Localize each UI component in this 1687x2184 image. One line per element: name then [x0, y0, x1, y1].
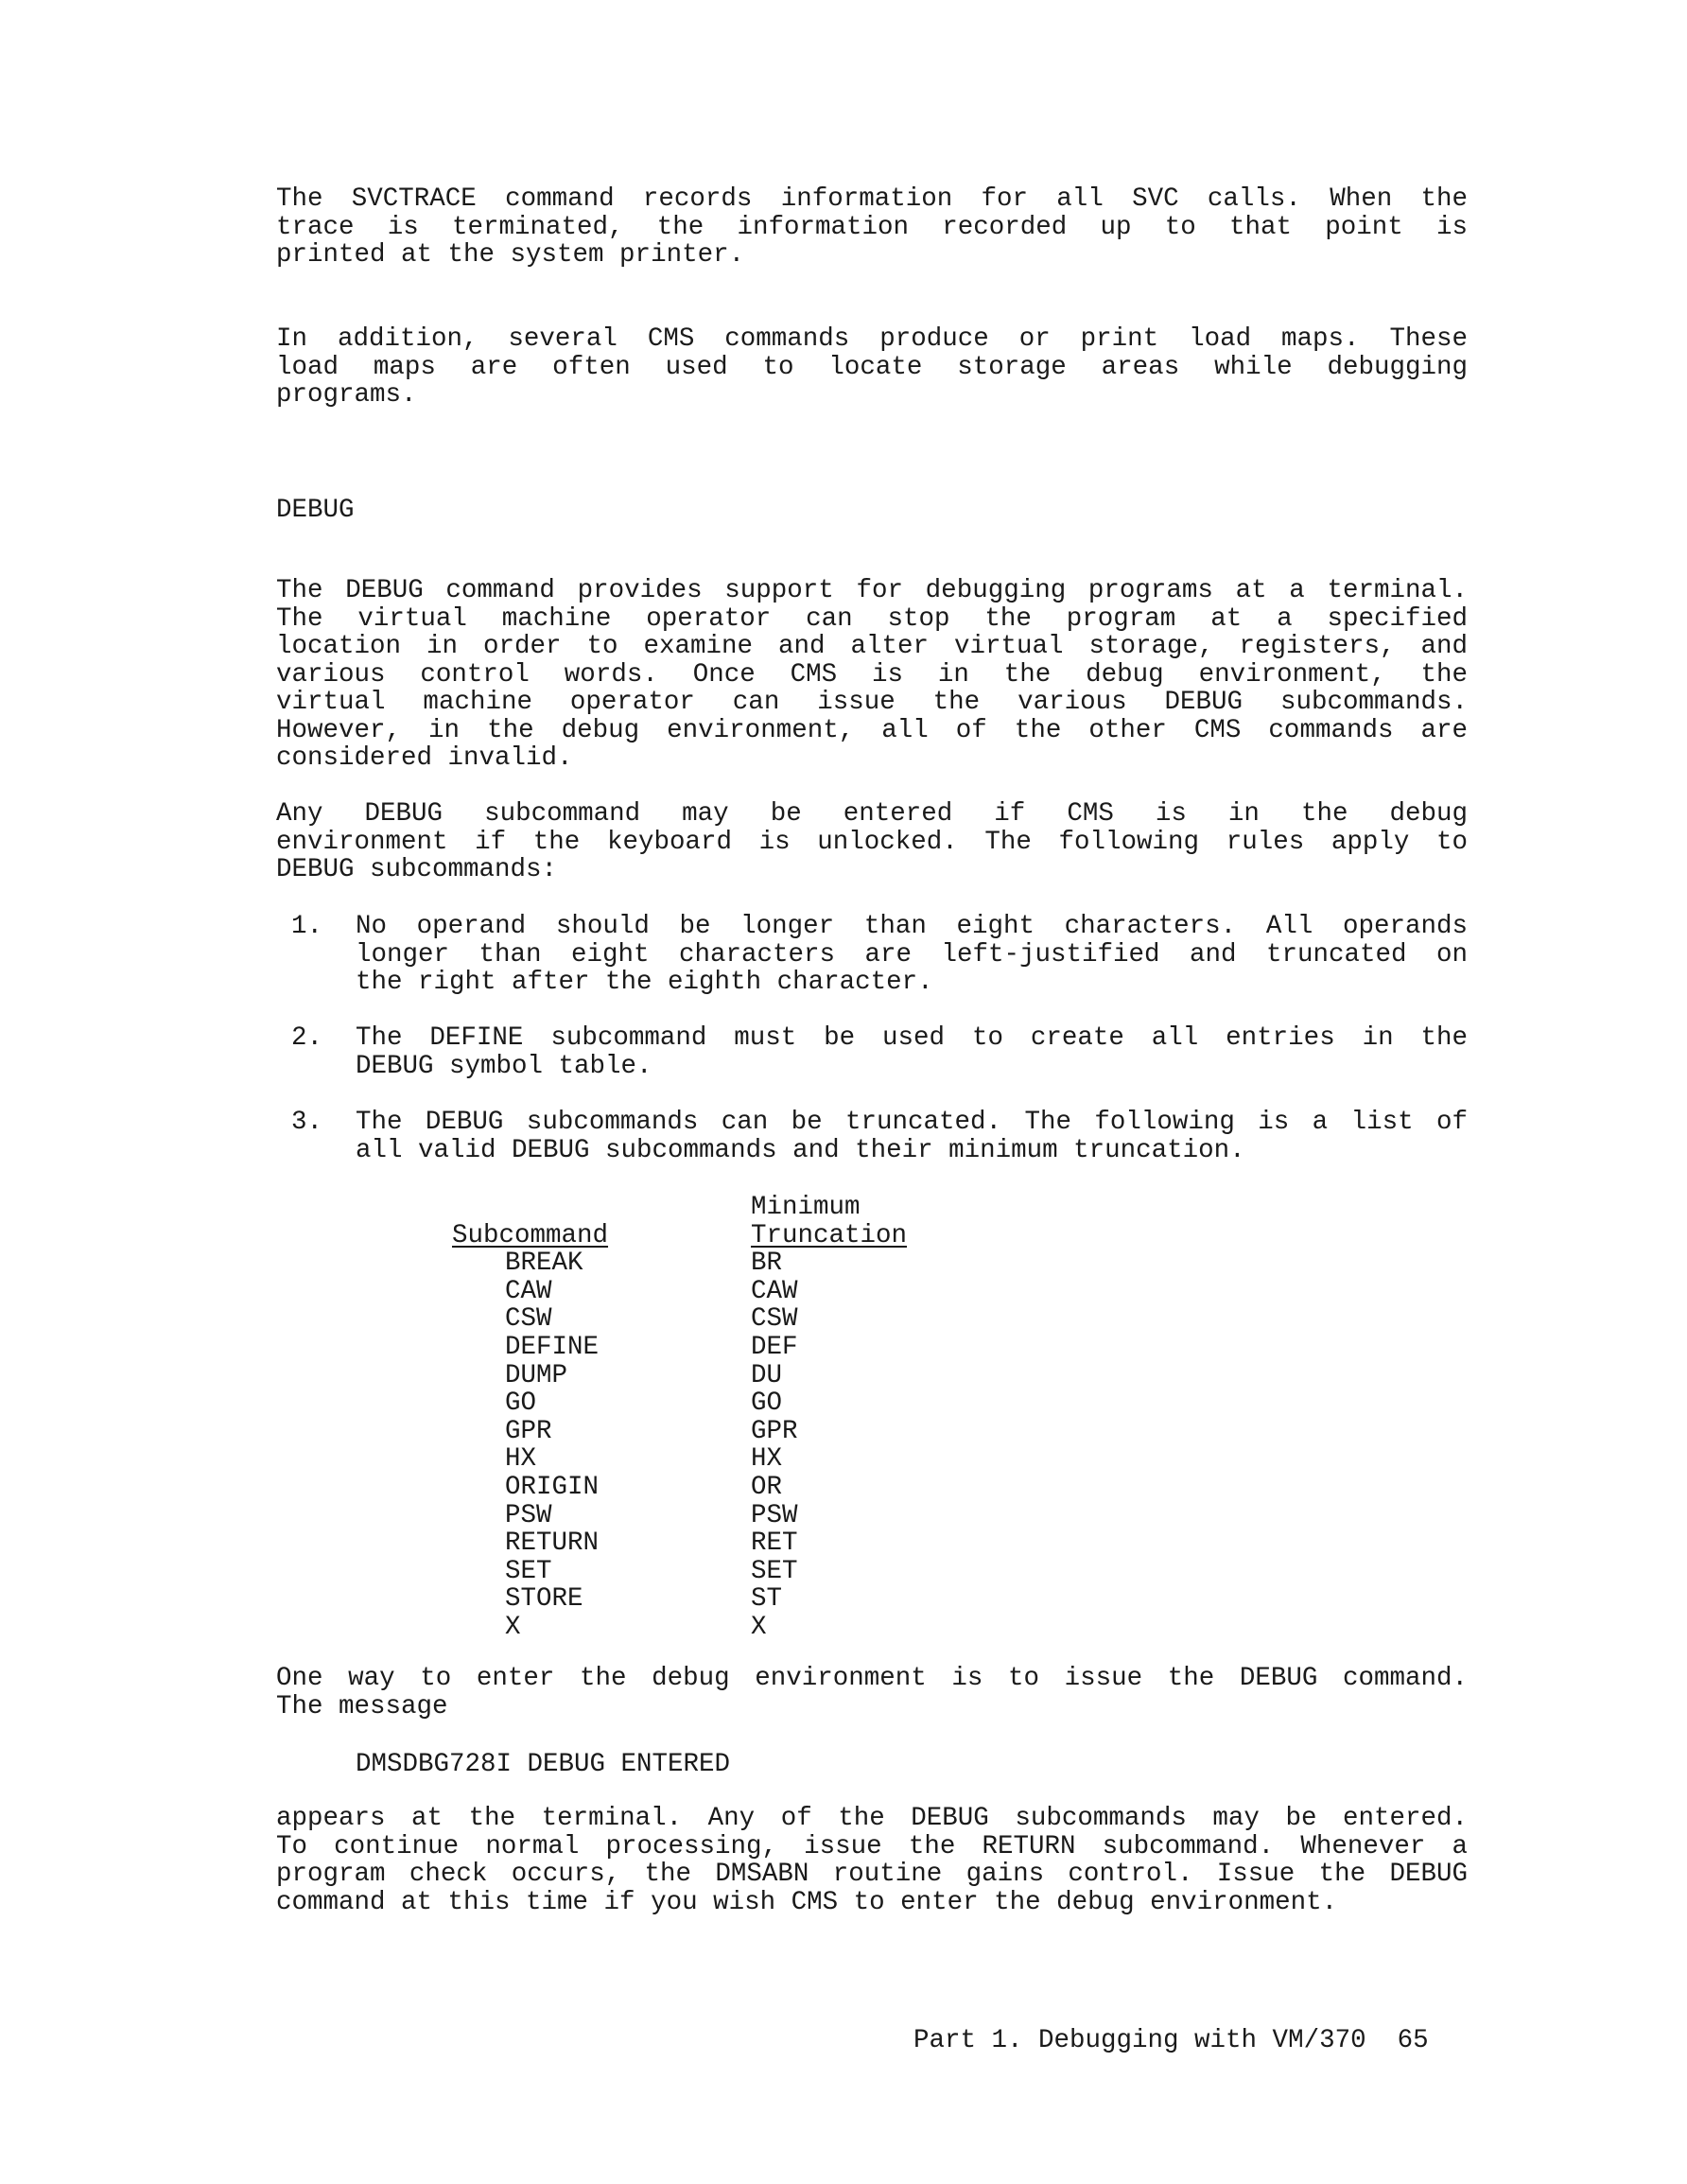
truncation-cell: CSW — [751, 1304, 798, 1335]
table-row — [452, 1529, 940, 1558]
section-heading-debug: DEBUG — [276, 496, 355, 525]
table-row — [452, 1445, 940, 1474]
text-line: the right after the eighth character. — [356, 968, 933, 997]
text-line: The SVCTRACE command records information for all SVC calls. When the — [276, 184, 1468, 214]
text-line: load maps are often used to locate storage areas while debugging — [276, 352, 1468, 382]
text-line: However, in the debug environment, all of the other CMS commands are — [276, 715, 1468, 745]
text-line: DEBUG symbol table. — [356, 1051, 652, 1081]
text-line: No operand should be longer than eight characters. All operands — [356, 912, 1468, 941]
text-line: The virtual machine operator can stop the program at a specified — [276, 603, 1468, 634]
text-line: programs. — [276, 380, 417, 410]
paragraph-subcommand-rules — [276, 800, 1468, 884]
text-line: Any DEBUG subcommand may be entered if CMS is in the debug — [276, 799, 1468, 829]
table-row — [452, 1585, 940, 1614]
subcommand-cell: PSW — [505, 1500, 552, 1530]
table-header-row — [452, 1222, 940, 1250]
text-line: In addition, several CMS commands produce or print load maps. These — [276, 324, 1468, 354]
list-number: 2. — [291, 1023, 323, 1053]
table-row — [452, 1418, 940, 1446]
rules-list-item-1 — [276, 913, 1468, 997]
paragraph-svctrace — [276, 185, 1468, 270]
rules-list-item-2 — [276, 1024, 1468, 1080]
text-line: virtual machine operator can issue the various DEBUG subcommands. — [276, 688, 1468, 717]
subcommand-cell: ORIGIN — [505, 1472, 600, 1502]
subcommand-cell: GO — [505, 1389, 537, 1419]
subcommand-cell: BREAK — [505, 1249, 583, 1279]
truncation-cell: ST — [751, 1584, 783, 1615]
subcommand-cell: STORE — [505, 1584, 583, 1615]
text-line: The DEBUG command provides support for debugging programs at a terminal. — [276, 576, 1468, 605]
table-row — [452, 1334, 940, 1362]
list-number: 1. — [291, 912, 323, 941]
subcommand-cell: GPR — [505, 1416, 552, 1446]
text-line: program check occurs, the DMSABN routine gains control. Issue the DEBUG — [276, 1860, 1468, 1889]
text-line: longer than eight characters are left-justified and truncated on — [356, 939, 1468, 970]
truncation-cell: RET — [751, 1529, 798, 1559]
text-line: DEBUG subcommands: — [276, 855, 558, 884]
subcommand-cell: RETURN — [505, 1529, 600, 1559]
header-truncation: Truncation — [751, 1220, 908, 1250]
table-row — [452, 1249, 940, 1278]
empty-cell — [452, 1194, 751, 1222]
table-row — [452, 1502, 940, 1530]
text-line: considered invalid. — [276, 743, 573, 773]
paragraph-load-maps — [276, 325, 1468, 410]
text-line: all valid DEBUG subcommands and their minimum truncation. — [356, 1135, 1245, 1165]
text-line: trace is terminated, the information recorded up to that point is — [276, 212, 1468, 242]
table-header-top-row — [452, 1194, 940, 1222]
table-body — [452, 1249, 940, 1641]
truncation-cell: HX — [751, 1444, 783, 1475]
subcommand-table — [452, 1194, 940, 1642]
header-subcommand: Subcommand — [452, 1220, 609, 1250]
table-row — [452, 1614, 940, 1642]
subcommand-cell: CAW — [505, 1276, 552, 1306]
truncation-cell: GPR — [751, 1416, 798, 1446]
subcommand-cell: HX — [505, 1444, 537, 1475]
text-line: The DEBUG subcommands can be truncated. The following is a list of — [356, 1108, 1468, 1137]
table-row — [452, 1305, 940, 1334]
table-row — [452, 1389, 940, 1418]
truncation-cell: DEF — [751, 1332, 798, 1362]
truncation-cell: X — [751, 1612, 767, 1642]
truncation-cell: SET — [751, 1556, 798, 1586]
rules-list-item-3 — [276, 1109, 1468, 1164]
truncation-cell: BR — [751, 1249, 783, 1279]
paragraph-after-message — [276, 1805, 1468, 1916]
subcommand-cell: DUMP — [505, 1360, 568, 1390]
truncation-cell: GO — [751, 1389, 783, 1419]
subcommand-cell: SET — [505, 1556, 552, 1586]
text-line: various control words. Once CMS is in the debug environment, the — [276, 659, 1468, 690]
table-row — [452, 1474, 940, 1502]
subcommand-cell: CSW — [505, 1304, 552, 1335]
truncation-cell: OR — [751, 1472, 783, 1502]
list-number: 3. — [291, 1108, 323, 1137]
text-line: location in order to examine and alter virtual storage, registers, and — [276, 632, 1468, 661]
text-line: One way to enter the debug environment is to issue the DEBUG command. — [276, 1664, 1468, 1693]
debug-message: DMSDBG728I DEBUG ENTERED — [356, 1750, 731, 1779]
text-line: The DEFINE subcommand must be used to create all entries in the — [356, 1023, 1468, 1053]
text-line: To continue normal processing, issue the RETURN subcommand. Whenever a — [276, 1831, 1468, 1861]
text-line: printed at the system printer. — [276, 240, 745, 270]
text-line: appears at the terminal. Any of the DEBUG subcommands may be entered. — [276, 1804, 1468, 1833]
table-row — [452, 1558, 940, 1586]
table-row — [452, 1278, 940, 1306]
page-footer: Part 1. Debugging with VM/370 65 — [913, 2026, 1429, 2055]
text-line: The message — [276, 1691, 448, 1721]
subcommand-cell: X — [505, 1612, 521, 1642]
truncation-cell: CAW — [751, 1276, 798, 1306]
text-line: environment if the keyboard is unlocked. The following rules apply to — [276, 827, 1468, 857]
paragraph-enter-debug — [276, 1665, 1468, 1721]
truncation-cell: PSW — [751, 1500, 798, 1530]
table-row — [452, 1362, 940, 1390]
truncation-cell: DU — [751, 1360, 783, 1390]
text-line: command at this time if you wish CMS to enter the debug environment. — [276, 1887, 1338, 1917]
header-minimum: Minimum — [751, 1193, 861, 1222]
subcommand-cell: DEFINE — [505, 1332, 600, 1362]
paragraph-debug-command — [276, 577, 1468, 773]
